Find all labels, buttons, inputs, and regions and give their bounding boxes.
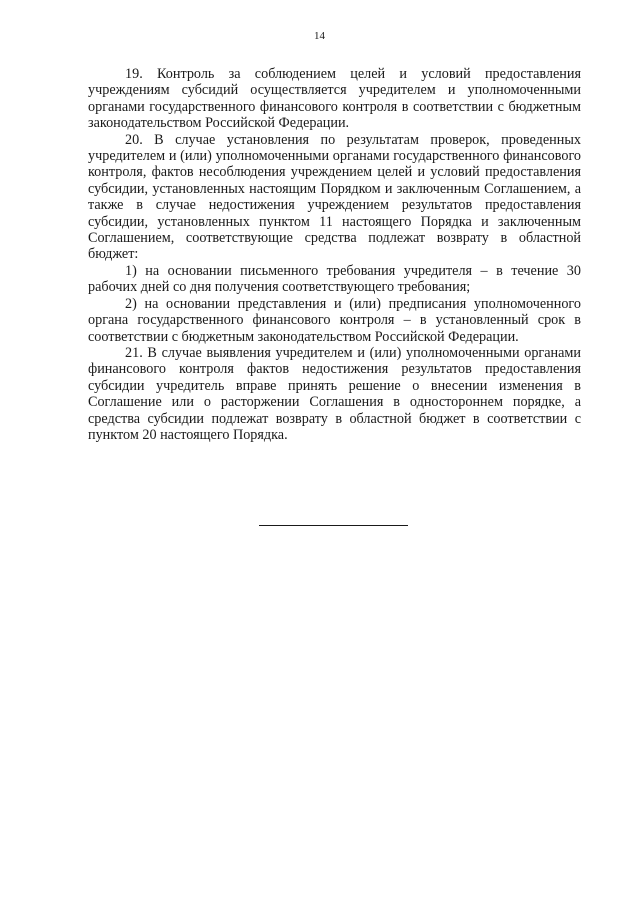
paragraph-19: 19. Контроль за соблюдением целей и условий предоставления учреждениям субсидий осуществляется учредителем и уполномоченными органами государственного финансового контроля в соответствии с бюджетным законодательством Российской Федерации. (88, 66, 581, 132)
paragraph-21: 21. В случае выявления учредителем и (или) уполномоченными органами финансового контроля фактов недостижения результатов предоставления субсидии учредитель вправе принять решение о внесении изменения в Соглашение или о расторжении Соглашения в одностороннем порядке, а средства субсидии подлежат возврату в областной бюджет в соответствии с пунктом 20 настоящего Порядка. (88, 344, 581, 443)
paragraph-20: 20. В случае установления по результатам проверок, проведенных учредителем и (или) уполномоченными органами государственного финансового контроля, фактов несоблюдения учреждением целей и условий предоставления субсидии, установленных настоящим Порядком и заключенным Соглашением, а также в случае недостижения учреждением результатов предоставления субсидии, установленных пунктом 11 настоящего Порядка и заключенным Соглашением, соответствующие средства подлежат возврату в областной бюджет: (88, 131, 581, 263)
paragraph-20-item-2: 2) на основании представления и (или) предписания уполномоченного органа государственного финансового контроля – в установленный срок в соответствии с бюджетным законодательством Российской Федерации. (88, 295, 581, 345)
paragraph-20-item-1: 1) на основании письменного требования учредителя – в течение 30 рабочих дней со дня получения соответствующего требования; (88, 262, 581, 296)
end-separator-line (259, 525, 408, 526)
document-body (88, 66, 581, 443)
page-number: 14 (314, 30, 325, 42)
